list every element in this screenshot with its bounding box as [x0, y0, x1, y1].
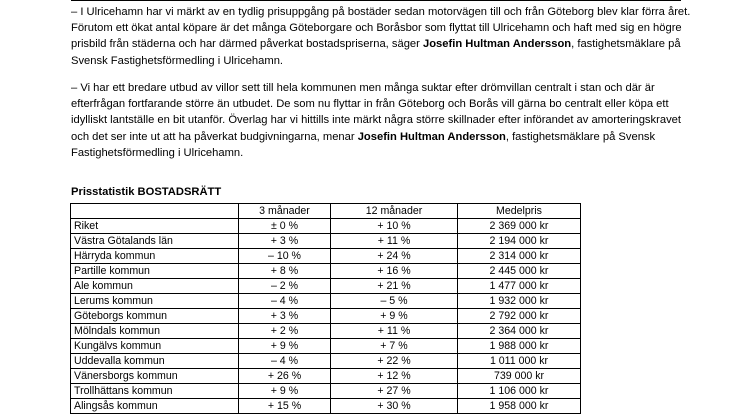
change-3-months-cell: + 9 % — [239, 339, 331, 354]
header-cell-3-months: 3 månader — [239, 204, 331, 219]
change-3-months-cell: – 10 % — [239, 249, 331, 264]
table-title: Prisstatistik BOSTADSRÄTT — [71, 186, 222, 198]
region-cell: Lerums kommun — [71, 294, 239, 309]
quote-paragraph-2 — [71, 80, 691, 161]
change-3-months-cell: ± 0 % — [239, 219, 331, 234]
change-12-months-cell: + 27 % — [331, 384, 458, 399]
table-row — [71, 354, 581, 369]
region-cell: Härryda kommun — [71, 249, 239, 264]
paragraph-suffix: , fastighetsmäklare på Svensk Fastighetsförmedling i Ulricehamn. — [71, 38, 681, 67]
table-header-row — [71, 204, 581, 219]
average-price-cell: 1 011 000 kr — [458, 354, 581, 369]
region-cell: Uddevalla kommun — [71, 354, 239, 369]
average-price-cell: 1 958 000 kr — [458, 399, 581, 414]
change-3-months-cell: – 2 % — [239, 279, 331, 294]
header-cell-name — [71, 204, 239, 219]
header-cell-average-price: Medelpris — [458, 204, 581, 219]
change-12-months-cell: – 5 % — [331, 294, 458, 309]
header-cell-12-months: 12 månader — [331, 204, 458, 219]
table-row — [71, 234, 581, 249]
person-name: Josefin Hultman Andersson — [357, 130, 506, 143]
top-divider — [71, 0, 681, 1]
average-price-cell: 2 445 000 kr — [458, 264, 581, 279]
change-3-months-cell: – 4 % — [239, 294, 331, 309]
average-price-cell: 1 106 000 kr — [458, 384, 581, 399]
change-12-months-cell: + 11 % — [331, 234, 458, 249]
average-price-cell: 2 369 000 kr — [458, 219, 581, 234]
change-3-months-cell: + 26 % — [239, 369, 331, 384]
table-row — [71, 369, 581, 384]
region-cell: Partille kommun — [71, 264, 239, 279]
change-12-months-cell: + 22 % — [331, 354, 458, 369]
change-3-months-cell: + 3 % — [239, 309, 331, 324]
change-12-months-cell: + 7 % — [331, 339, 458, 354]
region-cell: Kungälvs kommun — [71, 339, 239, 354]
paragraph-suffix: , fastighetsmäklare på Svensk Fastighetsförmedling i Ulricehamn. — [71, 130, 656, 159]
table-row — [71, 399, 581, 414]
region-cell: Göteborgs kommun — [71, 309, 239, 324]
table-row — [71, 294, 581, 309]
table-row — [71, 249, 581, 264]
average-price-cell: 2 314 000 kr — [458, 249, 581, 264]
change-3-months-cell: – 4 % — [239, 354, 331, 369]
average-price-cell: 2 792 000 kr — [458, 309, 581, 324]
change-3-months-cell: + 9 % — [239, 384, 331, 399]
average-price-cell: 2 194 000 kr — [458, 234, 581, 249]
average-price-cell: 739 000 kr — [458, 369, 581, 384]
change-3-months-cell: + 15 % — [239, 399, 331, 414]
average-price-cell: 1 932 000 kr — [458, 294, 581, 309]
quote-paragraph-1 — [71, 4, 691, 69]
change-12-months-cell: + 9 % — [331, 309, 458, 324]
table-row — [71, 219, 581, 234]
table-row — [71, 309, 581, 324]
change-12-months-cell: + 10 % — [331, 219, 458, 234]
change-3-months-cell: + 8 % — [239, 264, 331, 279]
region-cell: Ale kommun — [71, 279, 239, 294]
price-statistics-table — [70, 203, 581, 414]
region-cell: Alingsås kommun — [71, 399, 239, 414]
change-3-months-cell: + 3 % — [239, 234, 331, 249]
person-name: Josefin Hultman Andersson — [422, 38, 572, 51]
table-row — [71, 279, 581, 294]
region-cell: Vänersborgs kommun — [71, 369, 239, 384]
average-price-cell: 2 364 000 kr — [458, 324, 581, 339]
table-row — [71, 324, 581, 339]
region-cell: Västra Götalands län — [71, 234, 239, 249]
paragraph-text: – Vi har ett bredare utbud av villor sett till hela kommunen men många suktar efter drömvillan centralt i stan och där är efterfrågan fortfarande större än utbudet. De som nu flyttar in från Göteborg och Borås vill gärna bo centralt eller köpa ett idylliskt lantställe en bit utanför. Överlag har vi hittills inte märkt några större skillnader efter införandet av amorteringskravet och det ser inte ut att ha påverkat budgivningarna, menar — [71, 82, 681, 143]
region-cell: Trollhättans kommun — [71, 384, 239, 399]
change-3-months-cell: + 2 % — [239, 324, 331, 339]
region-cell: Riket — [71, 219, 239, 234]
change-12-months-cell: + 24 % — [331, 249, 458, 264]
paragraph-text: – I Ulricehamn har vi märkt av en tydlig prisuppgång på bostäder sedan motorvägen till och från Göteborg blev klar förra året. Förutom ett ökat antal köpare är det många Göteborgare och Boråsbor som flyttat till Ulricehamn och haft med sig en högre prisbild från städerna och har därmed påverkat bostadspriserna, säger — [71, 6, 691, 51]
change-12-months-cell: + 16 % — [331, 264, 458, 279]
region-cell: Mölndals kommun — [71, 324, 239, 339]
table-row — [71, 264, 581, 279]
table-row — [71, 339, 581, 354]
change-12-months-cell: + 12 % — [331, 369, 458, 384]
change-12-months-cell: + 30 % — [331, 399, 458, 414]
table-row — [71, 384, 581, 399]
average-price-cell: 1 477 000 kr — [458, 279, 581, 294]
change-12-months-cell: + 11 % — [331, 324, 458, 339]
change-12-months-cell: + 21 % — [331, 279, 458, 294]
average-price-cell: 1 988 000 kr — [458, 339, 581, 354]
